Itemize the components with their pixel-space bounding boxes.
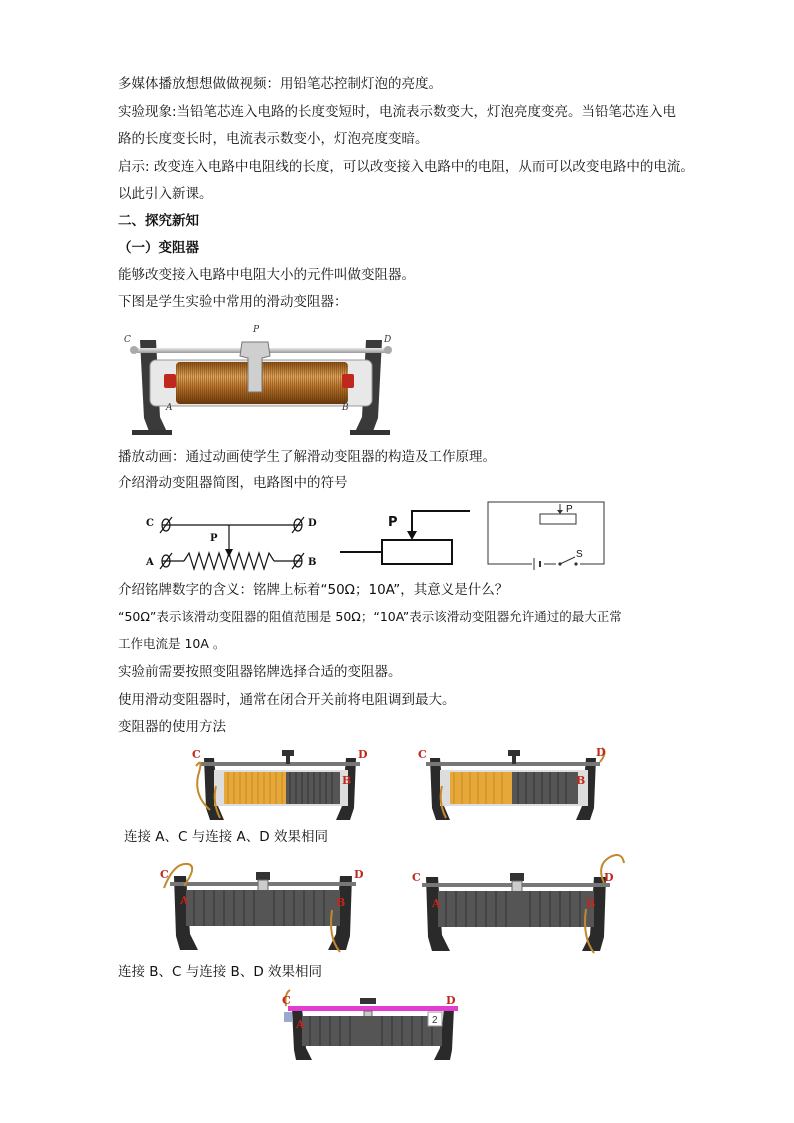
schematic-label-p: P	[210, 533, 218, 544]
paragraph-nameplate-meaning-1: “50Ω”表示该滑动变阻器的阻值范围是 50Ω；“10A”表示该滑动变阻器允许通过的最大正常	[118, 609, 622, 624]
usage1-label-b: B	[342, 774, 352, 787]
usage5-label-c: C	[282, 994, 291, 1007]
rheostat-bc-connection	[158, 858, 368, 954]
circuit-label-p: P	[566, 504, 573, 515]
paragraph-animation: 播放动画：通过动画使学生了解滑动变阻器的构造及工作原理。	[118, 449, 496, 465]
label-b: B	[342, 403, 349, 413]
usage1-label-d: D	[358, 748, 368, 761]
symbol-label-p: P	[388, 515, 398, 530]
rheostat-bd-connection	[410, 855, 624, 955]
usage5-label-a: A	[296, 1018, 305, 1031]
schematic-label-a: A	[146, 557, 154, 568]
schematic-label-b: B	[308, 557, 317, 568]
paragraph-max-resistance: 使用滑动变阻器时，通常在闭合开关前将电阻调到最大。	[118, 692, 456, 708]
paragraph-inspiration-2: 以此引入新课。	[118, 186, 213, 202]
schematic-label-d: D	[308, 518, 317, 529]
paragraph-inspiration-1: 启示: 改变连入电路中电阻线的长度，可以改变接入电路中的电阻，从而可以改变电路中的电流。	[118, 159, 694, 175]
usage2-label-b: B	[576, 774, 586, 787]
paragraph-nameplate: 介绍铭牌数字的含义：铭牌上标着“50Ω；10A”，其意义是什么？	[118, 582, 509, 598]
usage5-label-2: 2	[432, 1015, 438, 1026]
paragraph-usage-heading: 变阻器的使用方法	[118, 719, 226, 735]
rheostat-symbol	[340, 505, 460, 575]
rheostat-schematic	[144, 505, 324, 575]
usage2-label-d: D	[596, 746, 606, 759]
caption-ac-ad: 连接 A、C 与连接 A、D 效果相同	[124, 829, 328, 845]
subsection-heading: （一）变阻器	[118, 240, 199, 256]
paragraph-definition: 能够改变接入电路中电阻大小的元件叫做变阻器。	[118, 267, 415, 283]
usage3-label-b: B	[336, 896, 346, 909]
rheostat-ad-connection	[416, 746, 610, 822]
paragraph-figure-intro: 下图是学生实验中常用的滑动变阻器：	[118, 294, 348, 310]
usage4-label-a: A	[432, 897, 441, 910]
usage3-label-d: D	[354, 868, 364, 881]
rheostat-cd-connection	[278, 990, 468, 1062]
label-d: D	[384, 335, 392, 345]
label-p: P	[253, 325, 260, 335]
section-heading: 二、探究新知	[118, 213, 199, 229]
caption-bc-bd: 连接 B、C 与连接 B、D 效果相同	[118, 964, 323, 980]
usage3-label-c: C	[160, 868, 169, 881]
rheostat-photo	[120, 322, 400, 442]
usage4-label-b: B	[586, 897, 596, 910]
label-c: C	[124, 335, 131, 345]
usage1-label-c: C	[192, 748, 201, 761]
schematic-label-c: C	[146, 518, 154, 529]
usage2-label-c: C	[418, 748, 427, 761]
rheostat-ac-connection	[190, 746, 370, 822]
usage4-label-c: C	[412, 871, 421, 884]
paragraph-nameplate-meaning-2: 工作电流是 10A 。	[118, 636, 226, 651]
usage3-label-a: A	[180, 894, 189, 907]
circuit-label-s: S	[576, 549, 583, 560]
paragraph-video: 多媒体播放想想做做视频：用铅笔芯控制灯泡的亮度。	[118, 76, 442, 92]
paragraph-selection: 实验前需要按照变阻器铭牌选择合适的变阻器。	[118, 664, 402, 680]
paragraph-phenomenon-2: 路的长度变长时，电流表示数变小，灯泡亮度变暗。	[118, 131, 429, 147]
paragraph-diagram-intro: 介绍滑动变阻器简图，电路图中的符号	[118, 475, 348, 491]
paragraph-phenomenon-1: 实验现象:当铅笔芯连入电路的长度变短时，电流表示数变大，灯泡亮度变亮。当铅笔芯连入电	[118, 104, 677, 120]
label-a: A	[166, 403, 173, 413]
usage5-label-d: D	[446, 994, 456, 1007]
usage4-label-d: D	[604, 871, 614, 884]
circuit-diagram	[486, 500, 608, 570]
